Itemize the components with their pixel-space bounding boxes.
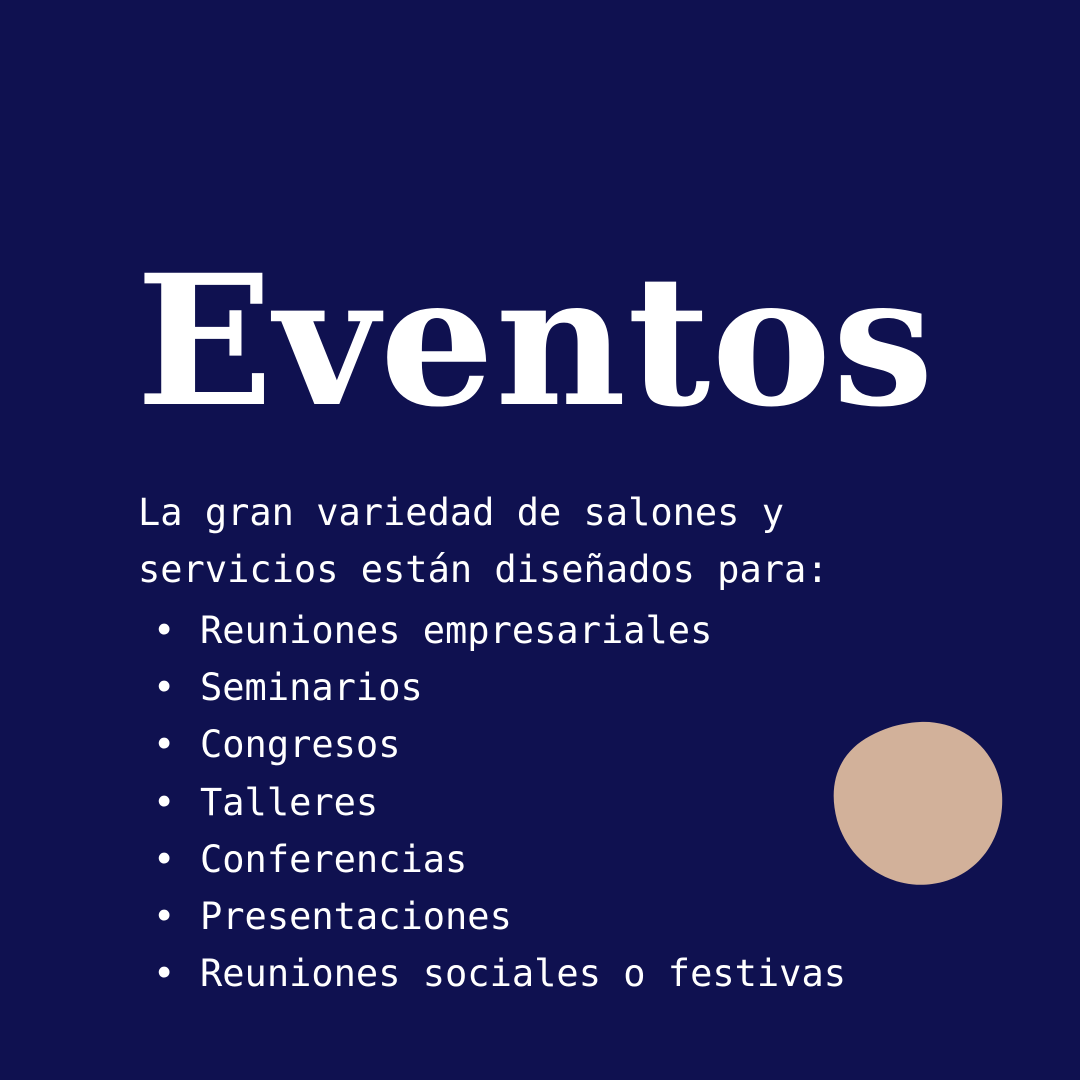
bullet-icon: • <box>153 723 176 767</box>
page-title: Eventos <box>136 236 935 447</box>
bullet-icon: • <box>153 666 176 710</box>
intro-line: servicios están diseñados para: <box>138 548 829 591</box>
event-types-list <box>150 602 846 1002</box>
list-item-label: Presentaciones <box>200 894 512 938</box>
decorative-blob-shape <box>832 720 1004 886</box>
list-item <box>150 774 846 831</box>
blob-fill <box>834 722 1003 885</box>
list-item-label: Talleres <box>200 780 379 824</box>
list-item-label: Congresos <box>200 723 401 767</box>
list-item-label: Reuniones sociales o festivas <box>200 952 847 996</box>
list-item-label: Conferencias <box>200 837 468 881</box>
list-item <box>150 716 846 773</box>
bullet-icon: • <box>153 780 176 824</box>
intro-text <box>138 484 829 598</box>
list-item <box>150 659 846 716</box>
bullet-icon: • <box>153 837 176 881</box>
bullet-icon: • <box>153 894 176 938</box>
bullet-icon: • <box>153 609 176 652</box>
list-item <box>150 602 846 659</box>
list-item-label: Seminarios <box>200 666 423 710</box>
bullet-icon: • <box>153 952 176 996</box>
list-item <box>150 945 846 1002</box>
intro-line: La gran variedad de salones y <box>138 491 785 534</box>
list-item <box>150 831 846 888</box>
list-item <box>150 888 846 945</box>
list-item-label: Reuniones empresariales <box>200 609 713 652</box>
